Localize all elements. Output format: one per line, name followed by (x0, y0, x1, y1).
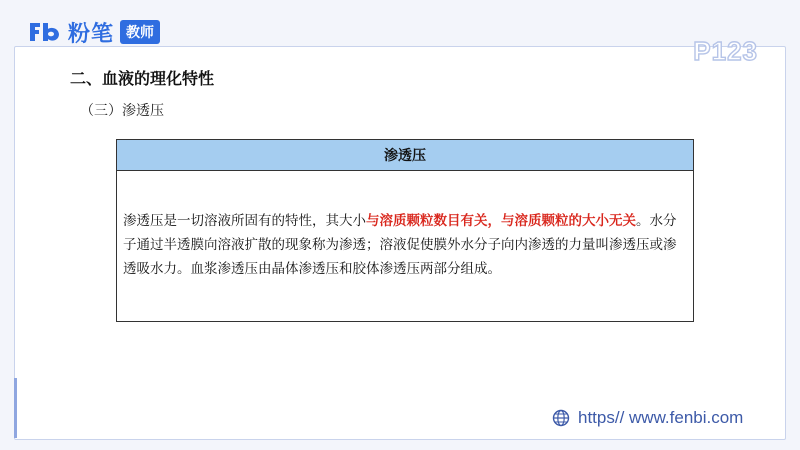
body-text-1: 渗透压是一切溶液所固有的特性，其大小 (123, 213, 366, 229)
definition-table (116, 139, 694, 322)
brand-name: 粉笔 (68, 20, 115, 46)
body-highlight: 与溶质颗粒数目有关，与溶质颗粒的大小无关 (366, 213, 636, 229)
brand-logo (28, 18, 160, 46)
footer-url-text[interactable]: https// www.fenbi.com (578, 408, 744, 427)
section-heading: 二、血液的理化特性 (70, 69, 215, 88)
fenbi-logo-icon (28, 20, 62, 44)
table-header: 渗透压 (117, 140, 693, 171)
table-body (117, 171, 693, 281)
frame-accent (14, 378, 17, 438)
page-number: P123 (693, 36, 758, 66)
globe-icon (552, 409, 570, 427)
body-text-2: 。水分子通过半透膜向溶液扩散的现象称为渗透；溶液促使膜外水分子向内渗透的力量叫渗透压或渗透吸水力。血浆渗透压由晶体渗透压和胶体渗透压两部分组成。 (123, 213, 677, 277)
subsection-heading: （三）渗透压 (80, 103, 164, 119)
brand-tag: 教师 (120, 20, 160, 44)
footer-url[interactable] (552, 408, 743, 428)
